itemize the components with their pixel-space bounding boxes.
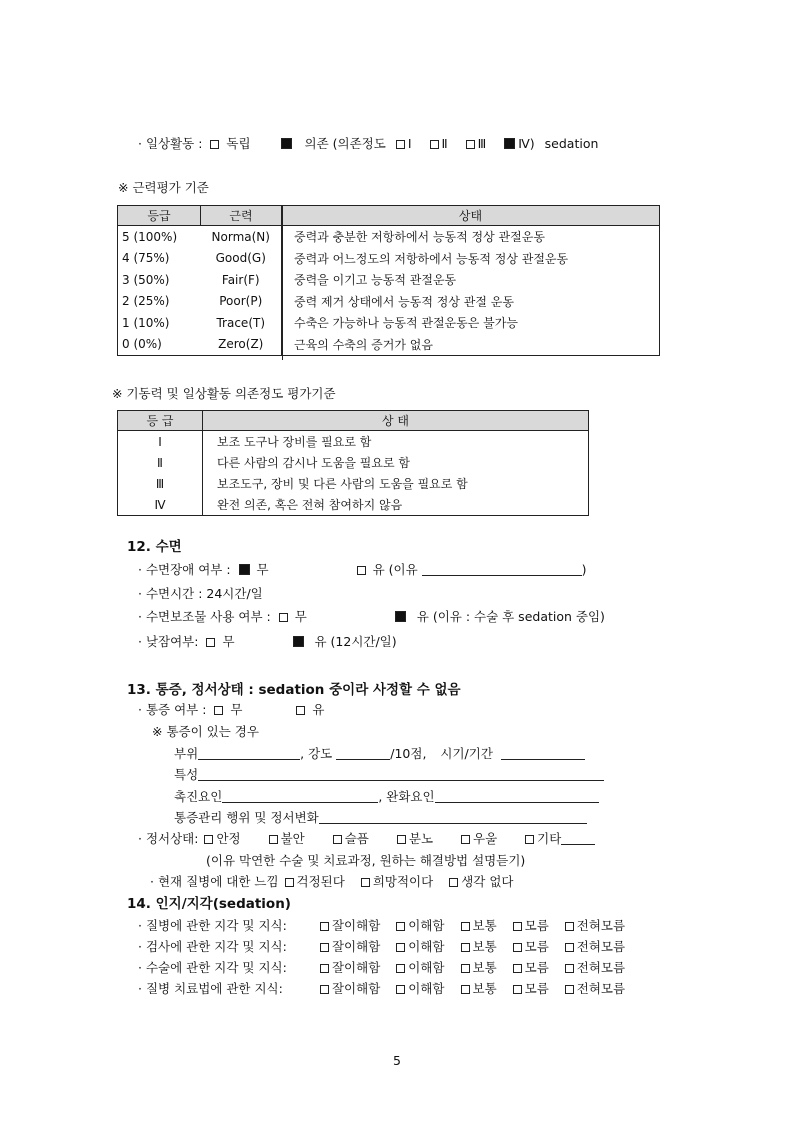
management-field[interactable] [319,811,587,824]
option-understand-well-checkbox[interactable] [320,985,329,994]
table-row [118,248,660,270]
level-1-checkbox[interactable] [396,140,405,149]
grade-cell: Ⅳ [154,497,166,512]
table-row [118,452,589,473]
table-row [118,431,589,453]
level-2-checkbox[interactable] [430,140,439,149]
option-label: 전혀모름 [576,960,626,975]
emotion-other-checkbox[interactable] [525,835,534,844]
option-understand-well-checkbox[interactable] [320,964,329,973]
feeling-worried-checkbox[interactable] [285,878,294,887]
strength-cell: Trace(T) [216,315,266,330]
pain-title: 13. 통증, 정서상태 : sedation 중이라 사정할 수 없음 [127,682,461,698]
muscle-strength-table [117,205,660,356]
pain-presence-label: · 통증 여부 : [138,702,207,717]
relieving-field[interactable] [435,790,599,803]
option-label: 잘이해함 [331,918,381,933]
status-cell: 완전 의존, 혹은 전혀 참여하지 않음 [203,494,589,516]
pain-no-label: 무 [230,702,243,717]
dependent-label: 의존 (의존정도 [304,136,386,151]
pain-yes-label: 유 [312,702,325,717]
option-label: 보통 [472,960,497,975]
header-grade: 등 급 [118,411,203,431]
emotion-other-label: 기타 [537,831,562,846]
sleep-title: 12. 수면 [127,539,182,555]
option-label: 잘이해함 [331,960,381,975]
dependency-heading: ※ 기동력 및 일상활동 의존정도 평가기준 [112,386,336,401]
nap-label: · 낮잠여부: [138,634,199,649]
table-row [118,291,660,313]
pain-factors-line [174,787,599,805]
sleep-aid-no-checkbox[interactable] [279,613,288,622]
aggravating-label: 촉진요인 [174,789,223,804]
option-label: 이해함 [408,960,445,975]
emotion-line [138,829,595,847]
management-label: 통증관리 행위 및 정서변화 [174,810,319,825]
option-not-at-all-checkbox[interactable] [565,985,574,994]
page-number: 5 [393,1053,401,1068]
option-understand-well-checkbox[interactable] [320,922,329,931]
option-understand-checkbox[interactable] [396,964,405,973]
pain-no-checkbox[interactable] [214,706,223,715]
option-label: 보통 [472,918,497,933]
status-column-divider [282,205,283,360]
table-row [118,473,589,494]
pain-yes-checkbox[interactable] [296,706,305,715]
feeling-none-checkbox[interactable] [449,878,458,887]
cognition-row-test [138,937,625,955]
option-label: 전혀모름 [576,981,626,996]
grade-cell: 3 (50%) [122,272,170,287]
option-average-checkbox[interactable] [461,964,470,973]
strength-cell: Fair(F) [221,272,260,287]
header-status: 상 태 [203,411,589,431]
feeling-line [150,872,513,890]
strength-cell: Good(G) [215,251,266,266]
cognition-row-treatment [138,979,625,997]
nap-no-label: 무 [222,634,235,649]
independent-label: 독립 [226,136,251,151]
emotion-depressed-label: 우울 [473,831,498,846]
status-cell: 보조도구, 장비 및 다른 사람의 도움을 필요로 함 [203,473,589,494]
nap-yes-checkbox[interactable] [293,636,304,647]
strength-cell: Norma(N) [211,229,270,244]
relieving-label: , 완화요인 [378,789,435,804]
option-unknown-checkbox[interactable] [513,922,522,931]
sleep-disorder-no-checkbox[interactable] [239,564,250,575]
status-cell: 중력과 충분한 저항하에서 능동적 정상 관절운동 [282,226,660,248]
nap-yes-label: 유 (12시간/일) [314,634,397,649]
option-unknown-checkbox[interactable] [513,943,522,952]
nap-line [138,632,397,650]
option-not-at-all-checkbox[interactable] [565,943,574,952]
site-field[interactable] [198,747,300,760]
option-unknown-checkbox[interactable] [513,985,522,994]
sleep-reason-field[interactable] [422,563,582,576]
option-average-checkbox[interactable] [461,943,470,952]
table-row [118,494,589,516]
emotion-other-field[interactable] [561,832,595,845]
pain-management-line [174,808,587,826]
table-header-row [118,411,589,431]
character-field[interactable] [198,768,604,781]
cognition-row-surgery [138,958,625,976]
sleep-aid-yes-label: 유 (이유 : 수술 후 sedation 중임) [416,609,605,624]
sedation-label: sedation [544,136,599,151]
sleep-disorder-yes-label: 유 (이유 [372,562,418,577]
status-cell: 근육의 수축의 증거가 없음 [282,334,660,356]
emotion-depressed-checkbox[interactable] [461,835,470,844]
cognition-row-label: · 질병에 관한 지각 및 지식: [138,918,287,933]
table-row [118,226,660,248]
close-paren: ) [581,562,587,577]
option-unknown-checkbox[interactable] [513,964,522,973]
site-label: 부위 [174,746,199,761]
status-cell: 보조 도구나 장비를 필요로 함 [203,431,589,453]
feeling-hopeful-checkbox[interactable] [361,878,370,887]
emotion-sad-checkbox[interactable] [333,835,342,844]
grade-cell: Ⅱ [157,455,163,470]
sleep-disorder-no-label: 무 [256,562,269,577]
option-label: 이해함 [408,981,445,996]
option-label: 전혀모름 [576,918,626,933]
level-1-label: Ⅰ [407,136,412,151]
level-3-label: Ⅲ [477,136,487,151]
status-cell: 수축은 가능하나 능동적 관절운동은 불가능 [282,312,660,334]
table-header-row [118,206,660,226]
intensity-label: , 강도 [300,746,333,761]
strength-cell: Zero(Z) [218,337,264,352]
status-cell: 중력을 이기고 능동적 관절운동 [282,269,660,291]
option-label: 모름 [524,918,549,933]
emotion-anxious-checkbox[interactable] [269,835,278,844]
time-field[interactable] [501,747,585,760]
table-row [118,334,660,356]
header-grade: 등급 [118,206,201,226]
status-cell: 다른 사람의 감시나 도움을 필요로 함 [203,452,589,473]
header-strength: 근력 [201,206,282,226]
grade-cell: 4 (75%) [122,251,170,266]
sleep-aid-label: · 수면보조물 사용 여부 : [138,609,271,624]
option-label: 이해함 [408,918,445,933]
feeling-none-label: 생각 없다 [461,874,514,889]
level-4-checkbox[interactable] [504,138,515,149]
feeling-worried-label: 걱정된다 [296,874,345,889]
emotion-label: · 정서상태: [138,831,199,846]
sleep-aid-line [138,607,605,625]
emotion-stable-checkbox[interactable] [204,835,213,844]
sleep-disorder-line [138,560,587,578]
table-row [118,312,660,334]
sleep-disorder-yes-checkbox[interactable] [357,566,366,575]
dependent-checkbox[interactable] [281,138,292,149]
sleep-disorder-label: · 수면장애 여부 : [138,562,231,577]
feeling-label: · 현재 질병에 대한 느낌 [150,874,279,889]
emotion-angry-checkbox[interactable] [397,835,406,844]
muscle-strength-heading: ※ 근력평가 기준 [118,180,209,195]
grade-cell: 1 (10%) [122,315,170,330]
emotion-anxious-label: 불안 [280,831,305,846]
daily-activity-line [138,134,598,152]
header-status: 상태 [282,206,660,226]
option-understand-well-checkbox[interactable] [320,943,329,952]
pain-site-line [174,744,585,762]
pain-presence-line [138,700,325,718]
cognition-row-label: · 수술에 관한 지각 및 지식: [138,960,287,975]
grade-cell: 2 (25%) [122,294,170,309]
emotion-stable-label: 안정 [216,831,241,846]
scale-label: /10점, [390,746,427,761]
option-average-checkbox[interactable] [461,985,470,994]
daily-activity-label: · 일상활동 : [138,136,203,151]
table-row [118,269,660,291]
grade-cell: Ⅲ [155,476,165,491]
emotion-note: (이유 막연한 수술 및 치료과정, 원하는 해결방법 설명듣기) [206,853,526,868]
emotion-sad-label: 슬픔 [344,831,369,846]
option-label: 모름 [524,939,549,954]
option-not-at-all-checkbox[interactable] [565,922,574,931]
option-understand-checkbox[interactable] [396,922,405,931]
option-label: 보통 [472,981,497,996]
option-label: 전혀모름 [576,939,626,954]
grade-cell: 5 (100%) [122,229,178,244]
cognition-title: 14. 인지/지각(sedation) [127,896,291,912]
emotion-angry-label: 분노 [408,831,434,846]
sleep-aid-yes-checkbox[interactable] [395,611,406,622]
status-cell: 중력 제거 상태에서 능동적 정상 관절 운동 [282,291,660,313]
if-pain-note: ※ 통증이 있는 경우 [152,724,259,739]
grade-cell: Ⅰ [158,434,162,449]
cognition-row-disease [138,916,625,934]
pain-character-line [174,765,604,783]
strength-cell: Poor(P) [219,294,263,309]
cognition-row-label: · 질병 치료법에 관한 지식: [138,981,283,996]
option-not-at-all-checkbox[interactable] [565,964,574,973]
nap-no-checkbox[interactable] [206,638,215,647]
option-label: 보통 [472,939,497,954]
dependency-table [117,410,589,516]
aggravating-field[interactable] [222,790,378,803]
option-understand-checkbox[interactable] [396,985,405,994]
status-cell: 중력과 어느정도의 저항하에서 능동적 정상 관절운동 [282,248,660,270]
independent-checkbox[interactable] [210,140,219,149]
option-label: 모름 [524,981,549,996]
level-4-label: Ⅳ) [518,136,535,151]
feeling-hopeful-label: 희망적이다 [372,874,434,889]
strength-column-divider [200,205,201,223]
level-3-checkbox[interactable] [466,140,475,149]
sleep-hours: · 수면시간 : 24시간/일 [138,586,263,601]
cognition-row-label: · 검사에 관한 지각 및 지식: [138,939,287,954]
time-label: 시기/기간 [440,746,493,761]
character-label: 특성 [174,767,199,782]
intensity-field[interactable] [336,747,390,760]
option-label: 모름 [524,960,549,975]
option-average-checkbox[interactable] [461,922,470,931]
level-2-label: Ⅱ [441,136,448,151]
option-label: 이해함 [408,939,445,954]
sleep-aid-no-label: 무 [294,609,307,624]
option-label: 잘이해함 [331,939,381,954]
grade-cell: 0 (0%) [122,337,162,352]
option-label: 잘이해함 [331,981,381,996]
option-understand-checkbox[interactable] [396,943,405,952]
